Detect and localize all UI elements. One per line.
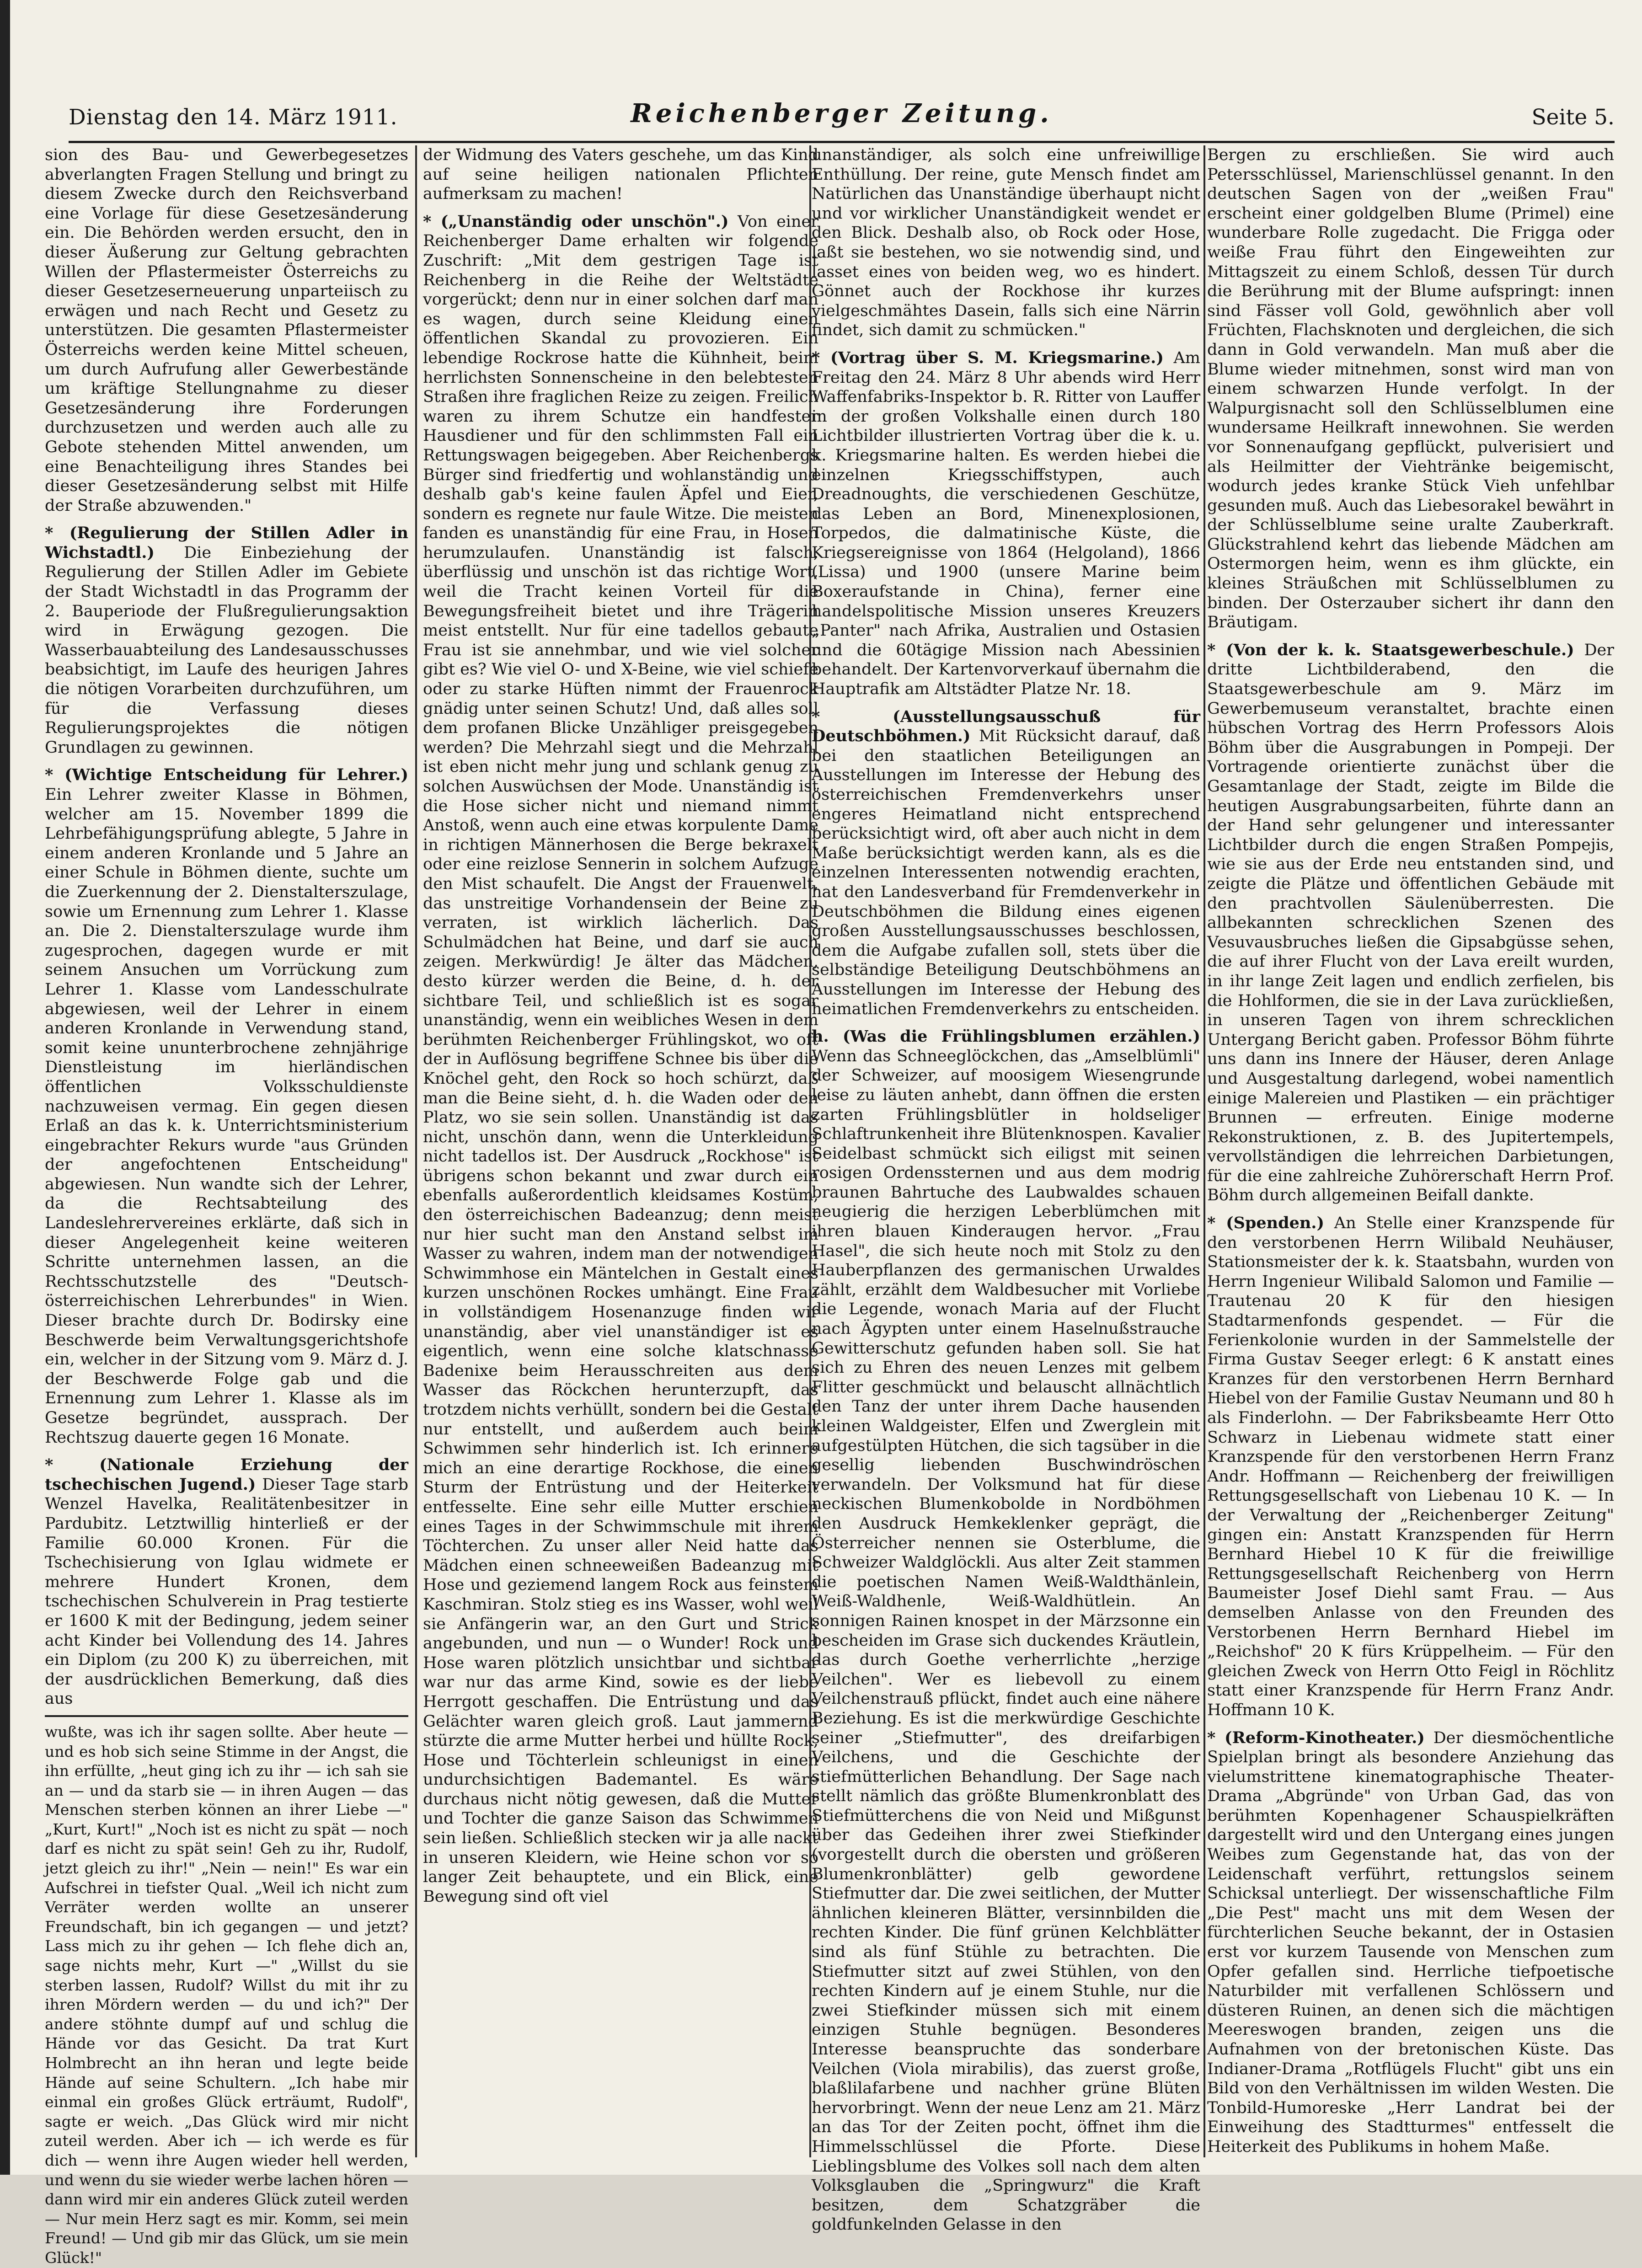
feuilleton-text: wußte, was ich ihr sagen sollte. Aber heute — und es hob sich seine Stimme in der Angst, die ihn erfüllte, „heut ging ich zu ihr — ich sah sie an — und da starb sie — in ihren Augen — das Menschen sterben können an ihrer Liebe —" „Kurt, Kurt!" „Noch ist es nicht zu spät — noch darf es nicht zu spät sein! Geh zu ihr, Rudolf, jetzt gleich zu ihr!" „Nein — nein!" Es war ein Aufschrei in tiefster Qual. „Weil ich nicht zum Verräter werden wollte an unserer Freundschaft, bin ich gegangen — und jetzt? Lass mich zu ihr gehen — Ich flehe dich an, sage nichts mehr, Kurt —" „Willst du sie sterben lassen, Rudolf? Willst du mit ihr zu ihren Mördern werden — du und ich?" Der andere stöhnte dumpf auf und schlug die Hände vor das Gesicht. Da trat Kurt Holmbrecht an ihn heran und legte beide Hände auf seine Schultern. „Ich habe mir einmal ein großes Glück erträumt, Rudolf", sagte er weich. „Das Glück wird mir nicht zuteil werden. Aber ich — ich werde es für dich — wenn ihre Augen wieder hell werden, und wenn du sie wieder werbe lachen hören — dann wird mir ein anderes Glück zuteil werden — Nur mein Herz sagt es mir. Komm, sei mein Freund! — Und gib mir das Glück, um sie mein Glück!" — [45, 1722, 408, 2267]
item-heading: * (Spenden.) — [1207, 1214, 1325, 1233]
news-item — [812, 1027, 1200, 2235]
item-body: Am Freitag den 24. März 8 Uhr abends wird Herr Waffenfabriks-Inspektor b. R. Ritter von Lauffer in der großen Volkshalle einen durch 180 Lichtbilder illustrierten Vortrag über die k. u. k. Kriegsmarine halten. Es werden hiebei die einzelnen Kriegsschiffstypen, auch Dreadnoughts, die verschiedenen Geschütze, das Leben an Bord, Minenexplosionen, Torpedos, die dalmatinische Küste, die Kriegsereignisse von 1864 (Helgoland), 1866 (Lissa) und 1900 (unsere Marine beim Boxeraufstande in China), ferner eine handelspolitische Mission unseres Kreuzers „Panter" nach Afrika, Australien und Ostasien und die 60tägige Mission nach Abessinien behandelt. Der Kartenvorverkauf übernahm die Hauptrafik am Altstädter Platze Nr. 18. — [812, 348, 1200, 699]
item-body: Der diesmöchentliche Spielplan bringt als besondere Anziehung das vielumstrittene kinematographische Theater-Drama „Abgründe" von Urban Gad, das von berühmten Kopenhagener Schauspielkräften dargestellt wird und den Untergang eines jungen Weibes zum Gegenstande hat, das von der Leidenschaft verführt, rettungslos seinem Schicksal unterliegt. Der wissenschaftliche Film „Die Pest" macht uns mit dem Wesen der fürchterlichen Seuche bekannt, der in Ostasien erst vor kurzem Tausende von Menschen zum Opfer gefallen sind. Herrliche tiefpoetische Naturbilder mit verfallenen Schlössern und düsteren Ruinen, an denen sich die mächtigen Meereswogen branden, zeigen uns die Aufnahmen von der bretonischen Küste. Das Indianer-Drama „Rotflügels Flucht" gibt uns ein Bild von den Verhältnissen im wilden Westen. Die Tonbild-Humoreske „Herr Landrat bei der Einweihung des Stadtturmes" entfesselt die Heiterkeit des Publikums in hohem Maße. — [1207, 1728, 1615, 2156]
news-item — [45, 524, 408, 757]
article-continuation: sion des Bau- und Gewerbegesetzes abverlangten Fragen Stellung und bringt zu diesem Zwecke durch den Reichsverband eine Vorlage für diese Gesetzesänderung ein. Die Behörden werden ersucht, den in dieser Äußerung zur Geltung gebrachten Willen der Pflastermeister Österreichs zu dieser Gesetzeserneuerung unparteiisch zu erwägen und nach Recht und Gesetz zu unterstützen. Die gesamten Pflastermeister Österreichs werden keine Mittel scheuen, um durch Aufrufung aller Gewerbestände um kräftige Stellungnahme zu dieser Gesetzesänderung ihre Forderungen durchzusetzen und werden auch alle zu Gebote stehenden Mittel anwenden, um eine Benachteiligung ihres Standes bei dieser Gesetzesänderung selbst mit Hilfe der Straße abzuwenden." — [45, 146, 408, 515]
item-body: Die Einbeziehung der Regulierung der Stillen Adler im Gebiete der Stadt Wichstadtl in das Programm der 2. Bauperiode der Flußregulierungsaktion wird in Erwägung gezogen. Die Wasserbauabteilung des Landesausschusses beabsichtigt, im Laufe des heurigen Jahres die nötigen Vorarbeiten durchzuführen, um für die Verfassung dieses Regulierungsprojektes die nötigen Grundlagen zu gewinnen. — [45, 543, 408, 757]
item-heading: * (Regulierung der Stillen Adler in Wichstadtl.) — [45, 524, 408, 562]
item-heading: * (Nationale Erziehung der tschechischen Jugend.) — [45, 1455, 408, 1494]
item-body: Von einer Reichenberger Dame erhalten wir folgende Zuschrift: „Mit dem gestrigen Tage ist Reichenberg in die Reihe der Weltstädte vorgerückt; denn nur in einer solchen darf man es wagen, durch seine Kleidung einen öffentlichen Skandal zu provozieren. Ein lebendige Rockrose hatte die Kühnheit, beim herrlichsten Sonnenscheine in den belebtesten Straßen ihre fraglichen Reize zu zeigen. Freilich waren zu ihrem Schutze ein handfester Hausdiener und für den schlimmsten Fall ein Rettungswagen beigegeben. Aber Reichenbergs Bürger sind friedfertig und wohlanständig und deshalb gab's keine faulen Äpfel und Eier, sondern es regnete nur faule Witze. Die meisten fanden es unanständig für eine Frau, in Hosen herumzulaufen. Unanständig ist falsch, überflüssig und unschön ist das richtige Wort, weil die Tracht keinen Vorteil für die Bewegungsfreiheit bietet und ihre Trägerin meist entstellt. Nur für eine tadellos gebaute Frau ist sie annehmbar, und wie viel solcher gibt es? Wie viel O- und X-Beine, wie viel schiefe oder zu starke Hüften nimmt der Frauenrock gnädig unter seinen Schutz! Und, daß alles soll dem profanen Blicke Unzähliger preisgegeben werden? Die Mehrzahl siegt und die Mehrzahl ist eben nicht mehr jung und schlank genug zu solchen Auswüchsen der Mode. Unanständig ist die Hose sicher nicht und niemand nimmt Anstoß, wenn auch eine etwas korpulente Dame in richtigen Männerhosen die Berge bekraxelt oder eine reizlose Sennerin in solchem Aufzuge den Mist schaufelt. Die Angst der Frauenwelt, das unstreitige Vorhandensein der Beine zu verraten, ist wirklich lächerlich. Das Schulmädchen hat Beine, und darf sie auch zeigen. Merkwürdig! Je älter das Mädchen, desto kürzer werden die Beine, d. h. der sichtbare Teil, und schließlich ist es sogar unanständig, wenn ein weibliches Wesen in dem berühmten Reichenberger Frühlingskot, wo oft der in Auflösung begriffene Schnee bis über die Knöchel geht, den Rock so hoch schürzt, daß man die Beine sieht, d. h. die Waden oder den Platz, wo sie sein sollen. Unanständig ist das nicht, unschön dann, wenn die Unterkleidung nicht tadellos ist. Der Ausdruck „Rockhose" ist übrigens schon bekannt und zwar durch ein ebenfalls außerordentlich kleidsames Kostüm, den österreichischen Badeanzug; denn meist nur hier sucht man den Anstand selbst im Wasser zu wahren, indem man der notwendigen Schwimmhose ein Mäntelchen in Gestalt eines kurzen unschönen Rockes umhängt. Eine Frau in vollständigem Hosenanzuge finden wir unanständig, aber viel unanständiger ist es eigentlich, wenn eine solche klatschnasse Badenixe beim Herausschreiten aus dem Wasser das Röckchen herunterzupft, das trotzdem nichts verhüllt, sondern bei die Gestalt nur entstellt, und außerdem auch beim Schwimmen sehr hinderlich ist. Ich erinnere mich an eine derartige Rockhose, die einen Sturm der Entrüstung und der Heiterkeit entfesselte. Eine sehr eille Mutter erschien eines Tages in der Schwimmschule mit ihrem Töchterchen. Zu unser aller Neid hatte das Mädchen einen schneeweißen Badeanzug mit Hose und geziemend langem Rock aus feinstem Kaschmiran. Stolz stieg es ins Wasser, wohl weil sie Anfängerin war, an den Gurt und Strick angebunden, und nun — o Wunder! Rock und Hose waren plötzlich unsichtbar und sichtbar war nur das arme Kind, sowie es der liebe Herrgott geschaffen. Die Entrüstung und das Gelächter waren gleich groß. Laut jammernd stürzte die arme Mutter herbei und hüllte Rock, Hose und Töchterlein schleunigst in einen undurchsichtigen Bademantel. Es wäre durchaus nicht nötig gewesen, daß die Mutter und Tochter die ganze Saison das Schwimmen sein ließen. Schließlich stecken wir ja alle nackt in unseren Kleidern, wie Heine schon vor so langer Zeit behauptete, und ein Blick, eine Bewegung sind oft viel — [423, 212, 818, 1906]
news-item — [1207, 1214, 1614, 1720]
item-heading: * (Wichtige Entscheidung für Lehrer.) — [45, 765, 408, 785]
news-item — [1207, 641, 1614, 1205]
item-body: An Stelle einer Kranzspende für den verstorbenen Herrn Wilibald Neuhäuser, Stationsmeister der k. k. Staatsbahn, wurden von Herrn Ingenieur Wilibald Salomon und Familie — Trautenau 20 K für den hiesigen Stadtarmenfonds gespendet. — Für die Ferienkolonie wurden in der Sammelstelle der Firma Gustav Seeger erlegt: 6 K anstatt eines Kranzes für den verstorbenen Herrn Bernhard Hiebel von der Familie Gustav Neumann und 80 h als Finderlohn. — Der Fabriksbeamte Herr Otto Schwarz in Liebenau widmete statt einer Kranzspende für den verstorbenen Herrn Franz Andr. Hoffmann — Reichenberg der freiwilligen Rettungsgesellschaft von Liebenau 10 K. — In der Verwaltung der „Reichenberger Zeitung" gingen ein: Anstatt Kranzspenden für Herrn Bernhard Hiebel 10 K für die freiwillige Rettungsgesellschaft Reichenberg von Herrn Baumeister Josef Diehl samt Frau. — Aus demselben Anlasse von den Freunden des Verstorbenen Herrn Bernhard Hiebel im „Reichshof" 20 K fürs Krüppelheim. — Für den gleichen Zweck von Herrn Otto Feigl in Röchlitz statt einer Kranzspende für Herrn Franz Andr. Hoffmann 10 K. — [1207, 1214, 1614, 1719]
column-rule — [415, 145, 417, 2157]
article-continuation: unanständiger, als solch eine unfreiwillige Enthüllung. Der reine, gute Mensch findet am Natürlichen das Unanständige überhaupt nicht und vor wirklicher Unanständigkeit wendet er den Blick. Deshalb also, ob Rock oder Hose, laßt sie bestehen, wo sie notwendig sind, und lasset eines von beiden weg, wo es hindert. Gönnet auch der Rockhose ihr kurzes vielgeschmähtes Dasein, falls sich eine Närrin findet, sich damit zu schmücken." — [812, 146, 1200, 340]
item-heading: * (Vortrag über S. M. Kriegsmarine.) — [812, 348, 1164, 367]
header-rule — [69, 141, 1615, 143]
scan-edge — [0, 0, 10, 2175]
news-item — [45, 1455, 408, 1709]
item-body: Dieser Tage starb Wenzel Havelka, Realitätenbesitzer in Pardubitz. Letztwillig hinterließ er der Familie 60.000 Kronen. Für die Tschechisierung von Iglau widmete er mehrere Hundert Kronen, dem tschechischen Schulverein in Prag testierte er 1600 K mit der Bedingung, jedem seiner acht Kinder bei Vollendung des 14. Jahres ein Diplom (zu 200 K) zu überreichen, mit der ausdrücklichen Bemerkung, daß dies aus — [45, 1475, 408, 1708]
item-body: Ein Lehrer zweiter Klasse in Böhmen, welcher am 15. November 1899 die Lehrbefähigungsprüfung ablegte, 5 Jahre in einem anderen Kronlande und 5 Jahre an einer Schule in Böhmen diente, suchte um die Zuerkennung der 2. Dienstalterszulage, sowie um Ernennung zum Lehrer 1. Klasse an. Die 2. Dienstalterszulage wurde ihm zugesprochen, dagegen wurde er mit seinem Ansuchen um Vorrückung zum Lehrer 1. Klasse vom Landesschulrate abgewiesen, weil der Lehrer in einem anderen Kronlande in Verwendung stand, somit keine ununterbrochene zehnjährige Dienstleistung im hierländischen öffentlichen Volksschuldienste nachzuweisen vermag. Ein gegen diesen Erlaß an das k. k. Unterrichtsministerium eingebrachter Rekurs wurde "aus Gründen der angefochtenen Entscheidung" abgewiesen. Nun wandte sich der Lehrer, da die Rechtsabteilung des Landeslehrervereines erklärte, daß sich in dieser Angelegenheit keine weiteren Schritte unternehmen lassen, an die Rechtsschutzstelle des "Deutsch-österreichischen Lehrerbundes" in Wien. Dieser brachte durch Dr. Bodirsky eine Beschwerde beim Verwaltungsgerichtshofe ein, welcher in der Sitzung vom 9. März d. J. der Beschwerde Folge gab und die Ernennung zum Lehrer 1. Klasse als im Gesetze begründet, aussprach. Der Rechtszug dauerte gegen 16 Monate. — [45, 786, 408, 1447]
item-body: Mit Rücksicht darauf, daß bei den staatlichen Beteiligungen an Ausstellungen im Interesse der Hebung des österreichischen Fremdenverkehrs unser engeres Heimatland nicht entsprechend berücksichtigt wird, oft aber auch nicht in dem Maße berücksichtigt werden kann, als es die einzelnen Interessenten notwendig erachten, hat den Landesverband für Fremdenverkehr in Deutschböhmen die Bildung eines eigenen großen Ausstellungsausschusses beschlossen, dem die Aufgabe zufallen soll, stets über die selbständige Beteiligung Deutschböhmens an Ausstellungen im Interesse der Hebung des heimatlichen Fremdenverkehrs zu entscheiden. — [812, 727, 1200, 1018]
newspaper-title: Reichenberger Zeitung. — [631, 98, 1053, 128]
column-4 — [1207, 145, 1614, 2157]
column-rule — [1203, 145, 1205, 2157]
column-1 — [45, 145, 408, 2267]
column-2 — [423, 145, 818, 2157]
issue-date: Dienstag den 14. März 1911. — [69, 105, 398, 130]
item-heading: h. (Was die Frühlingsblumen erzählen.) — [812, 1027, 1200, 1046]
news-item — [423, 212, 818, 1907]
news-item — [812, 707, 1200, 1019]
item-body: Der dritte Lichtbilderabend, den die Staatsgewerbeschule am 9. März im Gewerbemuseum veranstaltet, brachte einen hübschen Vortrag des Herrn Professors Alois Böhm über die Ausgrabungen in Pompeji. Der Vortragende orientierte zunächst über die Gesamtanlage der Stadt, zeigte im Bilde die heutigen Ausgrabungsarbeiten, führte dann an der Hand sehr gelungener und interessanter Lichtbilder durch die engen Straßen Pompejis, wie sie aus der Erde neu entstanden sind, und zeigte die Plätze und öffentlichen Gebäude mit den prachtvollen Säulenüberresten. Die allbekannten schrecklichen Szenen des Vesuvausbruches ließen die Gipsabgüsse sehen, die auf ihrer Flucht von der Lava ereilt wurden, in ihr lange Zeit lagen und endlich zerfielen, bis die Hohlformen, die sie in der Lava zurückließen, in unseren Tagen von ihrem schrecklichen Untergang Bericht gaben. Professor Böhm führte uns dann ins Innere der Häuser, deren Anlage und Ausgestaltung darlegend, wobei namentlich einige Malereien und Plastiken — ein prächtiger Brunnen — erfreuten. Einige moderne Rekonstruktionen, z. B. des Jupitertempels, vervollständigen die lehrreichen Darbietungen, für die eine zahlreiche Zuhörerschaft Herrn Prof. Böhm durch allgemeinen Beifall dankte. — [1207, 641, 1614, 1205]
item-heading: * (Ausstellungsausschuß für Deutschböhmen.) — [812, 707, 1200, 746]
news-item — [45, 765, 408, 1447]
column-3 — [812, 145, 1200, 2234]
article-continuation: der Widmung des Vaters geschehe, um das Kind auf seine heiligen nationalen Pflichten aufmerksam zu machen! — [423, 146, 818, 203]
item-heading: * („Unanständig oder unschön".) — [423, 212, 729, 231]
item-heading: * (Von der k. k. Staatsgewerbeschule.) — [1207, 640, 1574, 659]
article-continuation: Bergen zu erschließen. Sie wird auch Petersschlüssel, Marienschlüssel genannt. In den deutschen Sagen von der „weißen Frau" erscheint einer goldgelben Blume (Primel) eine wunderbare Rolle zugedacht. Die Frigga oder weiße Frau führt den Eingeweihten zur Mittagszeit zu einem Schloß, dessen Tür durch die Berührung mit der Blume aufspringt: innen sind Fässer voll Gold, gewöhnlich aber voll Früchten, Flachsknoten und dergleichen, die sich dann in Gold verwandeln. Man muß aber die Blume wieder mitnehmen, sonst wird man von einem schwarzen Hunde verfolgt. In der Walpurgisnacht soll den Schlüsselblumen eine wundersame Heilkraft innewohnen. Sie werden vor Sonnenaufgang gepflückt, pulverisiert und als Heilmitter der Viehtränke beigemischt, wodurch jedes kranke Stück Vieh unfehlbar gesunden muß. Auch das Liebesorakel bewährt in der Schlüsselblume seine uralte Zauberkraft. Glückstrahlend kehrt das liebende Mädchen am Ostermorgen heim, wenn es ihm glückte, ein kleines Sträußchen mit Schlüsselblumen zu binden. Der Osterzauber sichert ihr dann den Bräutigam. — [1207, 146, 1614, 632]
news-item — [812, 348, 1200, 699]
news-item — [1207, 1728, 1614, 2157]
feuilleton-separator — [45, 1715, 408, 1717]
item-heading: * (Reform-Kinotheater.) — [1207, 1728, 1425, 1747]
item-body: Wenn das Schneeglöckchen, das „Amselblümli" der Schweizer, auf moosigem Wiesengrunde leise zu läuten anhebt, dann öffnen die ersten zarten Frühlingsblütler in holdseliger Schlaftrunkenheit ihre Blütenknospen. Kavalier Seidelbast schmückt sich eiligst mit seinen rosigen Ordenssternen und aus dem modrig braunen Bahrtuche des Laubwaldes schauen neugierig die herzigen Leberblümchen mit ihren blauen Kinderaugen hervor. „Frau Hasel", die sich heute noch mit Stolz zu den Hauberpflanzen des germanischen Urwaldes zählt, erzählt dem Waldbesucher mit Vorliebe die Legende, wonach Maria auf der Flucht nach Ägypten unter einem Haselnußstrauche Gewitterschutz gefunden haben soll. Sie hat sich zu Ehren des neuen Lenzes mit gelbem Flitter geschmückt und belauscht allnächtlich den Tanz der unter ihrem Dache hausenden kleinen Waldgeister, Elfen und Zwerglein mit aufgestülpten Hütchen, die sich tagsüber in die gesellig liebenden Buschwindröschen verwandeln. Der Volksmund hat für diese neckischen Blumenkobolde in Nordböhmen den Ausdruck Hemkeklenker geprägt, die Österreicher nennen sie Osterblume, die Schweizer Waldglöckli. Aus alter Zeit stammen die poetischen Namen Weiß-Waldthänlein, Weiß-Waldhenle, Weiß-Waldhütlein. An sonnigen Rainen knospet in der Märzsonne ein bescheiden im Grase sich duckendes Kräutlein, das durch Goethe verherrlichte „herzige Veilchen". Wer es liebevoll zu einem Veilchenstrauß pflückt, findet auch eine nähere Beziehung. Es ist die merkwürdige Geschichte seiner „Stiefmutter", des dreifarbigen Veilchens, und die Geschichte der stiefmütterlichen Behandlung. Der Sage nach stellt nämlich das größte Blumenkronblatt des Stiefmütterchens die von Neid und Mißgunst über das Gedeihen ihrer zwei Stiefkinder (vorgestellt durch die obersten und größeren Blumenkronblätter) gelb gewordene Stiefmutter dar. Die zwei seitlichen, der Mutter ähnlichen kleineren Blätter, versinnbilden die rechten Kinder. Die fünf grünen Kelchblätter sind als fünf Stühle zu betrachten. Die Stiefmutter sitzt auf zwei Stühlen, von den rechten Kindern auf je einem Stuhle, nur die zwei Stiefkinder müssen sich mit einem einzigen Stuhle begnügen. Besonderes Interesse beanspruchte das sonderbare Veilchen (Viola mirabilis), das zuerst große, blaßlilafarbene und nachher grüne Blüten hervorbringt. Wenn der neue Lenz am 21. März an das Tor der Zeiten pocht, öffnet ihm die Himmelsschlüssel die Pforte. Diese Lieblingsblume des Volkes soll nach dem alten Volksglauben die „Springwurz" die Kraft besitzen, dem Schatzgräber die goldfunkelnden Gelasse in den — [812, 1047, 1200, 2234]
page-number: Seite 5. — [1531, 105, 1615, 130]
